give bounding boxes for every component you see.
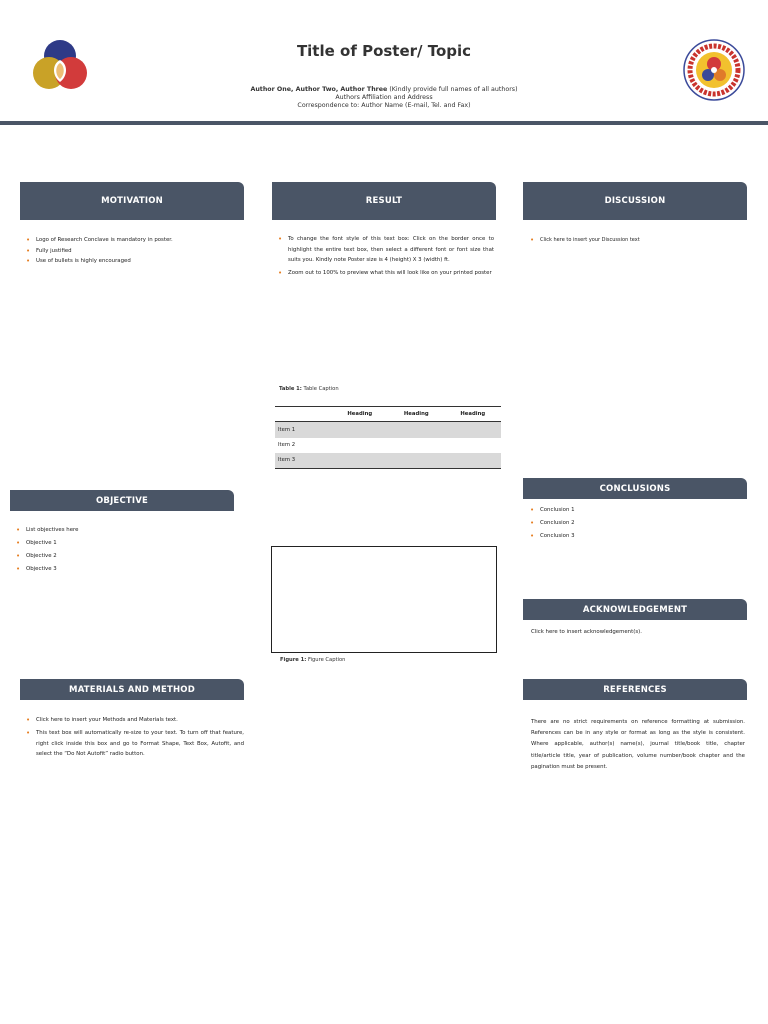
table-row bbox=[275, 422, 501, 438]
table-caption-text: Table Caption bbox=[301, 386, 339, 392]
table-header-cell: Heading bbox=[403, 411, 429, 417]
author-affiliation: Authors Affiliation and Address bbox=[335, 94, 433, 101]
objective-heading: OBJECTIVE bbox=[10, 490, 234, 511]
list-item: • Use of bullets is highly encouraged bbox=[26, 256, 236, 267]
correspondence: Correspondence to: Author Name (E-mail, Tel. and Fax) bbox=[297, 102, 471, 109]
list-item: • This text box will automatically re-size to your text. To turn off that feature, right click inside this box and go to Format Shape, Text Box, Autofit, and select the “Do Not Autofit” radio button. bbox=[26, 728, 244, 760]
acknowledgement-heading: ACKNOWLEDGEMENT bbox=[523, 599, 747, 620]
table-header-row bbox=[275, 406, 501, 422]
header-divider bbox=[0, 121, 768, 125]
author-names: Author One, Author Two, Author Three bbox=[250, 86, 388, 93]
list-item: • Objective 1 bbox=[16, 538, 226, 549]
table-caption-label: Table 1: bbox=[279, 386, 302, 392]
author-line bbox=[0, 86, 768, 94]
figure-placeholder[interactable] bbox=[271, 546, 497, 653]
acknowledgement-text: Click here to insert acknowledgement(s). bbox=[531, 629, 642, 635]
list-item: • Conclusion 1 bbox=[530, 505, 740, 516]
list-item: • Click here to insert your Methods and Materials text. bbox=[26, 715, 244, 726]
list-item: • Objective 2 bbox=[16, 551, 226, 562]
figure-caption-label: Figure 1: bbox=[280, 657, 307, 663]
list-item: • To change the font style of this text box: Click on the border once to highlight the entire text box, then select a different font or font size that suits you. Kindly note Poster size is 4 (height) X 3 (width) ft. bbox=[278, 234, 494, 266]
figure-caption-text: Figure Caption bbox=[306, 657, 346, 663]
table-cell: Item 1 bbox=[278, 426, 296, 433]
conclusions-list bbox=[530, 505, 740, 544]
list-item: • Click here to insert your Discussion text bbox=[530, 235, 740, 246]
figure-caption bbox=[280, 657, 345, 663]
poster-header bbox=[0, 0, 768, 126]
list-item: • Conclusion 2 bbox=[530, 518, 740, 529]
institute-seal-logo bbox=[682, 38, 746, 102]
list-item: • Zoom out to 100% to preview what this will look like on your printed poster bbox=[278, 268, 494, 279]
list-item: • List objectives here bbox=[16, 525, 226, 536]
poster-title: Title of Poster/ Topic bbox=[296, 42, 472, 60]
materials-method-list bbox=[26, 715, 244, 762]
table-cell: Item 2 bbox=[278, 442, 296, 449]
discussion-list bbox=[530, 235, 740, 246]
materials-method-heading: MATERIALS AND METHOD bbox=[20, 679, 244, 700]
table-cell: Item 3 bbox=[278, 457, 296, 464]
table-row bbox=[275, 453, 501, 469]
list-item: • Fully justified bbox=[26, 246, 236, 257]
motivation-heading: MOTIVATION bbox=[20, 182, 244, 220]
table-row bbox=[275, 438, 501, 454]
table-header-cell: Heading bbox=[347, 411, 373, 417]
references-text: There are no strict requirements on reference formatting at submission. References can be in any style or format as long as the style is consistent. Where applicable, author(s) name(s), journal title/book title, chapter title/article title, year of publication, volume number/book chapter and the pagination must be present. bbox=[531, 719, 745, 770]
discussion-heading: DISCUSSION bbox=[523, 182, 747, 220]
motivation-list bbox=[26, 235, 236, 267]
conclusions-heading: CONCLUSIONS bbox=[523, 478, 747, 499]
objective-list bbox=[16, 525, 226, 577]
author-block bbox=[0, 86, 768, 110]
author-note: (Kindly provide full names of all authors) bbox=[387, 86, 518, 93]
result-heading: RESULT bbox=[272, 182, 496, 220]
table-caption bbox=[279, 386, 339, 392]
references-heading: REFERENCES bbox=[523, 679, 747, 700]
list-item: • Logo of Research Conclave is mandatory in poster. bbox=[26, 235, 236, 246]
results-table bbox=[275, 386, 501, 469]
table-header-cell: Heading bbox=[460, 411, 486, 417]
result-list bbox=[278, 234, 494, 281]
list-item: • Objective 3 bbox=[16, 564, 226, 575]
list-item: • Conclusion 3 bbox=[530, 531, 740, 542]
